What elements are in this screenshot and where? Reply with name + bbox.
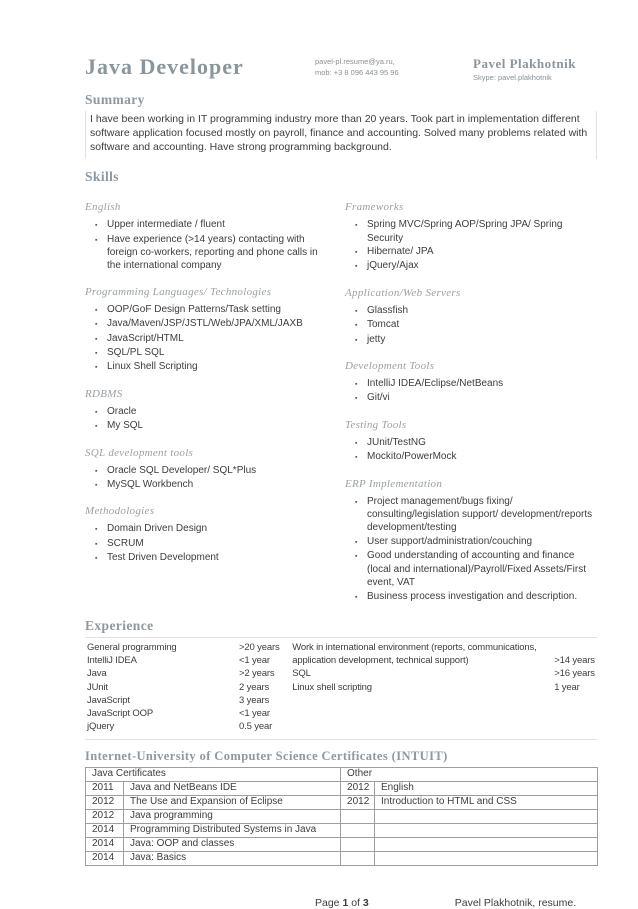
bullet-icon: ▪ (95, 321, 98, 329)
skill-item (95, 332, 325, 346)
skill-list (95, 303, 325, 375)
skill-item-text: Git/vi (367, 392, 390, 404)
experience-heading: Experience (85, 617, 154, 633)
bullet-icon: ▪ (95, 222, 98, 230)
experience-skill-label: General programming (87, 641, 177, 653)
skill-item-text: Test Driven Development (107, 552, 219, 564)
skill-item-text: OOP/GoF Design Patterns/Task setting (107, 303, 281, 315)
experience-skill-label: JavaScript OOP (87, 707, 154, 719)
experience-row (87, 667, 292, 680)
skill-item (355, 318, 597, 332)
skill-item-text: Tomcat (367, 319, 400, 331)
skill-list (95, 405, 325, 434)
skill-item (355, 495, 597, 535)
bullet-icon: ▪ (355, 395, 358, 403)
experience-row (87, 694, 292, 707)
skill-item-text: MySQL Workbench (107, 479, 194, 491)
certificate-row (86, 796, 598, 810)
summary-text: I have been working in IT programming industry more than 20 years. Took part in implementation different software application focused mostly on payroll, finance and accounting. Solved many problems related with software and accounting. Have strong programming background. (85, 111, 597, 159)
skill-item-text: Business process investigation and description. (367, 590, 578, 602)
experience-skill-label: JavaScript (87, 694, 130, 706)
skill-item (355, 549, 597, 589)
experience-skill-label: Java (87, 668, 107, 680)
skill-item (95, 218, 325, 232)
skills-heading: Skills (85, 169, 119, 185)
skill-list (355, 377, 597, 406)
skill-item-text: SCRUM (107, 537, 144, 549)
experience-duration-value: 3 years (239, 694, 270, 706)
of-word: of (351, 897, 360, 909)
experience-duration-value: >14 years (554, 655, 595, 667)
certificate-row (86, 838, 598, 852)
experience-row (87, 681, 292, 694)
experience-duration-value: 1 year (554, 681, 580, 693)
skill-item-text: User support/administration/couching (367, 535, 533, 547)
skill-item (355, 377, 597, 391)
skill-subheading: RDBMS (85, 387, 123, 400)
certificate-cell: 2011 (86, 782, 124, 796)
certificate-row (86, 852, 598, 866)
skill-item-text: Have experience (>14 years) contacting with foreign co-workers, reporting and phone calls in the international company (107, 233, 318, 272)
certificate-cell (341, 852, 375, 866)
certificate-row (86, 782, 598, 796)
certificate-cell: 2012 (86, 810, 124, 824)
skill-list (355, 304, 597, 347)
skill-item-text: Spring MVC/Spring AOP/Spring JPA/ Spring Security (367, 219, 563, 244)
certificate-cell: Java: OOP and classes (124, 838, 341, 852)
page-word: Page (315, 897, 340, 909)
skill-item (95, 551, 325, 565)
skill-list (95, 522, 325, 565)
experience-skill-label: Work in international environment (reports, communications, application development, technical support) (292, 641, 537, 667)
skill-item-text: Linux Shell Scripting (107, 361, 198, 373)
skill-subheading: English (85, 201, 121, 214)
skill-item-text: Mockito/PowerMock (367, 451, 457, 463)
skill-item (95, 537, 325, 551)
bullet-icon: ▪ (95, 526, 98, 534)
certificate-cell (341, 810, 375, 824)
experience-row (292, 641, 597, 667)
name-block (473, 54, 597, 82)
skill-item-text: JavaScript/HTML (107, 332, 184, 344)
experience-skill-label: SQL (292, 668, 311, 680)
skill-item (355, 333, 597, 347)
page-indicator (315, 897, 369, 909)
certificate-cell (375, 838, 598, 852)
java-certificates-column-header: Java Certificates (86, 768, 341, 782)
footer-note: Pavel Plakhotnik, resume. (454, 897, 577, 909)
experience-row (87, 654, 292, 667)
experience-duration-value: 2 years (239, 681, 270, 693)
skill-subheading: Frameworks (345, 201, 404, 214)
skill-item (95, 464, 325, 478)
certificate-cell (375, 824, 598, 838)
experience-row (292, 667, 597, 680)
contact-block (315, 54, 473, 78)
skill-subheading: Development Tools (345, 360, 435, 373)
bullet-icon: ▪ (355, 322, 358, 330)
header (85, 54, 597, 82)
experience-column-left (87, 641, 292, 733)
bullet-icon: ▪ (355, 498, 358, 506)
certificate-cell: Introduction to HTML and CSS (375, 796, 598, 810)
bullet-icon: ▪ (95, 364, 98, 372)
skills-section (85, 188, 597, 604)
bullet-icon: ▪ (95, 555, 98, 563)
skill-item-text: Java/Maven/JSP/JSTL/Web/JPA/XML/JAXB (107, 318, 303, 330)
skill-subheading: Testing Tools (345, 418, 407, 431)
skill-item-text: Glassfish (367, 304, 409, 316)
skill-list (95, 464, 325, 493)
experience-skill-label: IntelliJ IDEA (87, 655, 137, 667)
page-footer (85, 897, 597, 909)
certificate-cell: 2014 (86, 824, 124, 838)
skill-item-text: IntelliJ IDEA/Eclipse/NetBeans (367, 378, 504, 390)
bullet-icon: ▪ (95, 423, 98, 431)
bullet-icon: ▪ (95, 306, 98, 314)
skill-list (95, 218, 325, 273)
page-title: Java Developer (85, 54, 244, 79)
certificate-cell (341, 824, 375, 838)
experience-duration-value: >16 years (554, 668, 595, 680)
other-column-header: Other (341, 768, 598, 782)
skill-subheading: ERP Implementation (345, 477, 443, 490)
skill-item-text: Oracle SQL Developer/ SQL*Plus (107, 464, 257, 476)
page-number: 1 (342, 897, 349, 909)
bullet-icon: ▪ (95, 350, 98, 358)
skill-item (95, 419, 325, 433)
bullet-icon: ▪ (95, 408, 98, 416)
bullet-icon: ▪ (355, 222, 358, 230)
experience-skill-label: Linux shell scripting (292, 681, 372, 693)
skill-item-text: Good understanding of accounting and finance (local and international)/Payroll/Fixed Assets/First event, VAT (367, 550, 586, 589)
bullet-icon: ▪ (355, 249, 358, 256)
certificates-heading: Internet-University of Computer Science Certificates (INTUIT) (85, 749, 448, 764)
skill-item (95, 522, 325, 536)
skill-item (95, 405, 325, 419)
skill-item (95, 478, 325, 492)
certificate-cell: English (375, 782, 598, 796)
experience-duration-value: <1 year (239, 707, 270, 719)
skill-item (355, 535, 597, 549)
experience-skill-label: JUnit (87, 681, 108, 693)
skill-item-text: Hibernate/ JPA (367, 246, 434, 257)
bullet-icon: ▪ (355, 381, 358, 389)
bullet-icon: ▪ (355, 307, 358, 315)
certificate-cell: 2012 (341, 782, 375, 796)
skill-list (355, 495, 597, 604)
skill-item-text: Domain Driven Design (107, 523, 208, 535)
experience-column-right (292, 641, 597, 733)
skill-subheading: Methodologies (85, 505, 155, 518)
skill-item (355, 590, 597, 604)
experience-duration-value: >20 years (239, 641, 280, 653)
certificate-cell (375, 810, 598, 824)
skill-item (355, 245, 597, 259)
certificate-cell: The Use and Expansion of Eclipse (124, 796, 341, 810)
experience-duration-value: <1 year (239, 655, 270, 667)
certificate-cell: 2014 (86, 838, 124, 852)
mobile-text: mob: +3 8 096 443 95 96 (315, 67, 399, 77)
certificates-table (85, 767, 598, 866)
bullet-icon: ▪ (355, 553, 358, 561)
skill-item-text: Upper intermediate / fluent (107, 219, 225, 231)
certificate-cell (375, 852, 598, 866)
skill-item-text: jQuery/Ajax (367, 260, 419, 272)
skill-item (355, 450, 597, 464)
summary-heading: Summary (85, 92, 145, 107)
certificates-header-row (86, 768, 598, 782)
bullet-icon: ▪ (95, 482, 98, 490)
experience-row (87, 720, 292, 733)
certificate-cell: Java: Basics (124, 852, 341, 866)
certificate-cell (341, 838, 375, 852)
skill-item (95, 317, 325, 331)
resume-content (85, 54, 597, 909)
page-total: 3 (362, 897, 369, 909)
experience-row (292, 681, 597, 694)
skill-item (95, 346, 325, 360)
skill-item-text: JUnit/TestNG (367, 436, 426, 448)
certificate-row (86, 824, 598, 838)
certificate-cell: 2012 (341, 796, 375, 810)
skill-subheading: Programming Languages/ Technologies (85, 285, 272, 298)
skill-item (355, 218, 597, 245)
skill-list (355, 436, 597, 465)
skill-subheading: SQL development tools (85, 446, 194, 459)
certificate-cell: 2014 (86, 852, 124, 866)
skill-item (95, 360, 325, 374)
skill-item-text: Oracle (107, 405, 137, 417)
skill-item (95, 233, 325, 273)
skill-item (355, 391, 597, 405)
skills-column-left (85, 188, 325, 604)
bullet-icon: ▪ (355, 263, 358, 271)
bullet-icon: ▪ (95, 335, 98, 343)
certificate-cell: Java programming (124, 810, 341, 824)
experience-section (85, 637, 597, 740)
experience-row (87, 707, 292, 720)
bullet-icon: ▪ (355, 336, 358, 344)
bullet-icon: ▪ (355, 439, 358, 447)
certificate-cell: 2012 (86, 796, 124, 810)
bullet-icon: ▪ (95, 467, 98, 475)
skill-item-text: My SQL (107, 420, 144, 432)
email-text: pavel-pl.resume@ya.ru, (315, 57, 395, 66)
skype-text: Skype: pavel.plakhotnik (473, 73, 552, 82)
skill-subheading: Application/Web Servers (345, 286, 461, 299)
bullet-icon: ▪ (355, 454, 358, 462)
skill-item (355, 259, 597, 273)
bullet-icon: ▪ (95, 540, 98, 548)
bullet-icon: ▪ (355, 593, 358, 601)
skill-item (355, 436, 597, 450)
experience-row (87, 641, 292, 654)
skill-item-text: jetty (367, 333, 386, 345)
skill-item (355, 304, 597, 318)
skills-column-right (345, 188, 597, 604)
skill-item-text: Project management/bugs fixing/ consulting/legislation support/ development/reports development/testing (367, 495, 593, 534)
person-name: Pavel Plakhotnik (473, 56, 576, 71)
bullet-icon: ▪ (355, 538, 358, 546)
skill-list (355, 218, 597, 274)
bullet-icon: ▪ (95, 236, 98, 244)
certificate-row (86, 810, 598, 824)
experience-duration-value: >2 years (239, 668, 275, 680)
certificate-cell: Programming Distributed Systems in Java (124, 824, 341, 838)
certificate-cell: Java and NetBeans IDE (124, 782, 341, 796)
experience-skill-label: jQuery (87, 721, 115, 733)
skill-item (95, 303, 325, 317)
skill-item-text: SQL/PL SQL (107, 347, 165, 359)
experience-duration-value: 0.5 year (239, 721, 273, 733)
